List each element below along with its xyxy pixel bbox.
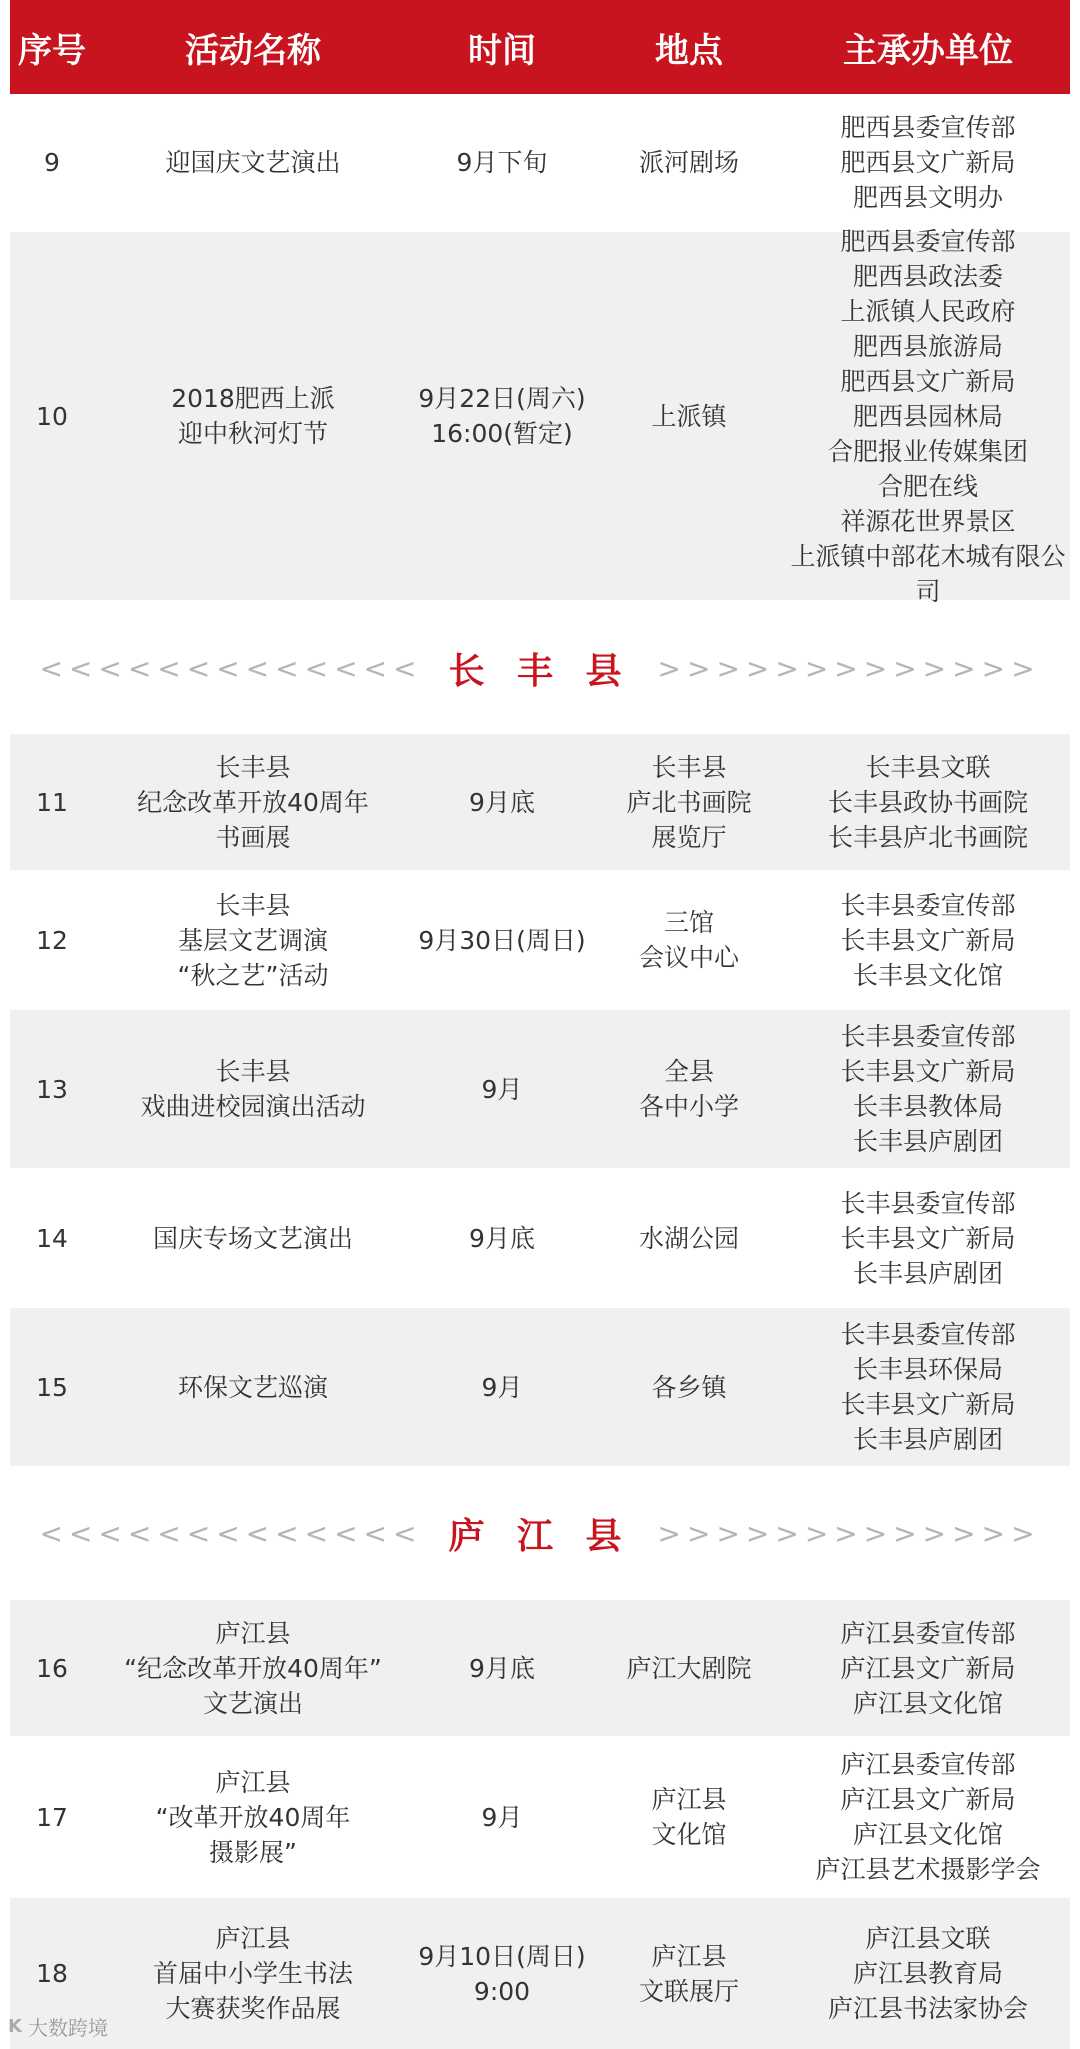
cell-activity-name	[94, 1370, 412, 1405]
cell-organizer-line: 庐江县文广新局	[840, 1785, 1016, 1814]
header-time: 时间	[468, 30, 536, 71]
cell-activity-name	[94, 1221, 412, 1256]
cell-activity-name	[94, 1921, 412, 2026]
cell-organizer	[786, 888, 1070, 993]
table-header	[10, 0, 1070, 94]
cell-organizer-line: 长丰县教体局	[852, 1092, 1003, 1121]
cell-activity-name-line: 长丰县	[215, 752, 291, 782]
cell-organizer-line: 肥西县政法委	[852, 261, 1003, 291]
cell-activity-name-line: 长丰县	[215, 890, 291, 920]
cell-place-line: 展览厅	[651, 822, 727, 852]
cell-place	[592, 399, 786, 434]
table-row	[10, 1738, 1070, 1896]
cell-place-line: 各中小学	[638, 1092, 739, 1121]
table-row	[10, 1170, 1070, 1306]
cell-time-line: 9月30日(周日)	[418, 925, 586, 955]
cell-time-line: 9月下旬	[456, 147, 548, 177]
cell-activity-name-line: 庐江县	[215, 1618, 291, 1648]
section-title-lujiang: 庐 江 县	[448, 1515, 632, 1557]
cell-place	[592, 145, 786, 180]
cell-organizer-line: 肥西县旅游局	[852, 331, 1003, 361]
cell-place-line: 庐江县	[651, 1785, 727, 1814]
cell-activity-name-line: 国庆专场文艺演出	[152, 1223, 353, 1253]
cell-organizer-line: 长丰县文广新局	[840, 1057, 1016, 1086]
cell-place-line: 庐江县	[651, 1941, 727, 1971]
cell-organizer	[786, 750, 1070, 855]
cell-organizer-line: 庐江县文联	[865, 1924, 991, 1953]
cell-time-line: 16:00(暂定)	[431, 419, 573, 448]
header-index: 序号	[18, 30, 86, 71]
cell-activity-name-line: 首届中小学生书法	[152, 1959, 353, 1988]
cell-place-line: 全县	[663, 1057, 714, 1086]
cell-index	[10, 1956, 94, 1991]
cell-index	[10, 1221, 94, 1256]
cell-index-line: 13	[36, 1074, 68, 1104]
cell-time-line: 9月	[481, 1802, 523, 1832]
cell-organizer-line: 长丰县委宣传部	[840, 1320, 1016, 1349]
table-row	[10, 1308, 1070, 1466]
cell-organizer-line: 合肥报业传媒集团	[827, 436, 1028, 466]
cell-time	[412, 1370, 592, 1405]
cell-index-line: 11	[36, 787, 68, 817]
cell-index-line: 16	[36, 1653, 68, 1683]
cell-time-line: 9:00	[473, 1976, 531, 2006]
cell-time	[412, 381, 592, 451]
cell-place-line: 会议中心	[638, 943, 739, 972]
divider-arrows-left: <<<<<<<<<<<<<	[39, 1516, 423, 1550]
cell-index-line: 9	[44, 147, 60, 177]
table-row	[10, 872, 1070, 1008]
cell-organizer-line: 肥西县文广新局	[840, 366, 1016, 396]
cell-activity-name-line: 迎中秋河灯节	[177, 419, 328, 448]
cell-place	[592, 750, 786, 855]
cell-organizer-line: 长丰县委宣传部	[840, 1022, 1016, 1051]
cell-time	[412, 1939, 592, 2009]
cell-index	[10, 399, 94, 434]
watermark-logo-icon: K	[8, 2016, 22, 2037]
cell-organizer	[786, 1019, 1070, 1159]
cell-activity-name-line: 纪念改革开放40周年	[137, 787, 369, 817]
cell-index-line: 14	[36, 1223, 68, 1253]
cell-organizer-line: 长丰县文广新局	[840, 1223, 1016, 1253]
cell-activity-name-line: “改革开放40周年	[155, 1802, 351, 1832]
cell-index	[10, 145, 94, 180]
watermark-text: 大数跨境	[27, 2016, 108, 2040]
cell-activity-name	[94, 145, 412, 180]
table-row	[10, 1600, 1070, 1736]
cell-activity-name	[94, 750, 412, 855]
cell-place-line: 三馆	[663, 908, 714, 937]
divider-arrows-right: >>>>>>>>>>>>>	[657, 651, 1041, 685]
cell-place-line: 庐江大剧院	[626, 1653, 752, 1683]
section-divider-lujiang	[0, 1503, 1080, 1563]
cell-index	[10, 1800, 94, 1835]
cell-organizer	[786, 224, 1070, 609]
header-place: 地点	[655, 30, 723, 71]
cell-organizer-line: 庐江县委宣传部	[840, 1618, 1016, 1648]
cell-activity-name-line: 庐江县	[215, 1767, 291, 1797]
cell-time-line: 9月	[481, 1372, 523, 1402]
cell-organizer-line: 长丰县文广新局	[840, 925, 1016, 955]
cell-organizer	[786, 1921, 1070, 2026]
cell-place	[592, 1782, 786, 1852]
cell-organizer-line: 长丰县政协书画院	[827, 787, 1028, 817]
cell-activity-name	[94, 381, 412, 451]
cell-organizer-line: 庐江县教育局	[852, 1959, 1003, 1988]
cell-organizer-line: 长丰县庐剧团	[852, 1127, 1003, 1156]
cell-organizer-line: 长丰县庐剧团	[852, 1425, 1003, 1454]
cell-time-line: 9月	[481, 1074, 523, 1104]
cell-place-line: 上派镇	[651, 401, 727, 431]
cell-place-line: 长丰县	[651, 752, 727, 782]
cell-activity-name-line: 庐江县	[215, 1924, 291, 1953]
cell-index	[10, 923, 94, 958]
cell-activity-name-line: 摄影展”	[209, 1837, 297, 1867]
cell-organizer-line: 长丰县庐北书画院	[827, 822, 1028, 852]
cell-organizer-line: 上派镇中部花木城有限公司	[790, 541, 1066, 606]
cell-index-line: 15	[36, 1372, 68, 1402]
cell-index-line: 10	[36, 401, 68, 431]
cell-organizer	[786, 1616, 1070, 1721]
cell-time	[412, 923, 592, 958]
cell-organizer-line: 庐江县文广新局	[840, 1653, 1016, 1683]
cell-organizer-line: 长丰县文化馆	[852, 960, 1003, 990]
cell-activity-name-line: 戏曲进校园演出活动	[140, 1092, 366, 1121]
table-row	[10, 94, 1070, 230]
cell-index-line: 17	[36, 1802, 68, 1832]
cell-organizer	[786, 1747, 1070, 1887]
cell-activity-name-line: 迎国庆文艺演出	[165, 147, 341, 177]
cell-time-line: 9月底	[469, 1223, 535, 1253]
cell-place	[592, 905, 786, 975]
cell-index	[10, 1651, 94, 1686]
table-row	[10, 226, 1070, 606]
header-organizer: 主承办单位	[843, 30, 1013, 71]
cell-organizer	[786, 1317, 1070, 1457]
cell-activity-name-line: 长丰县	[215, 1057, 291, 1086]
cell-place-line: 文化馆	[651, 1820, 727, 1849]
cell-organizer-line: 庐江县委宣传部	[840, 1750, 1016, 1779]
cell-activity-name	[94, 1054, 412, 1124]
cell-activity-name	[94, 1765, 412, 1870]
cell-organizer-line: 庐江县书法家协会	[827, 1994, 1028, 2023]
cell-index	[10, 785, 94, 820]
cell-organizer-line: 长丰县文广新局	[840, 1390, 1016, 1419]
cell-time	[412, 1221, 592, 1256]
section-title-changfeng: 长 丰 县	[448, 650, 632, 692]
cell-place-line: 各乡镇	[651, 1372, 727, 1402]
cell-time	[412, 785, 592, 820]
cell-activity-name-line: 环保文艺巡演	[177, 1372, 328, 1402]
cell-time	[412, 1800, 592, 1835]
cell-time	[412, 145, 592, 180]
section-divider-changfeng	[0, 638, 1080, 698]
cell-activity-name-line: 大赛获奖作品展	[165, 1994, 341, 2023]
cell-place-line: 文联展厅	[638, 1976, 739, 2006]
cell-time-line: 9月底	[469, 787, 535, 817]
cell-activity-name-line: “秋之艺”活动	[177, 960, 329, 990]
cell-activity-name-line: 文艺演出	[202, 1688, 303, 1718]
cell-organizer	[786, 110, 1070, 215]
cell-organizer-line: 合肥在线	[877, 471, 978, 501]
cell-time-line: 9月10日(周日)	[418, 1941, 586, 1971]
cell-activity-name	[94, 1616, 412, 1721]
cell-place	[592, 1054, 786, 1124]
cell-organizer-line: 上派镇人民政府	[840, 296, 1016, 326]
cell-place	[592, 1221, 786, 1256]
cell-time-line: 9月22日(周六)	[418, 384, 586, 413]
cell-activity-name-line: 基层文艺调演	[177, 925, 328, 955]
cell-index-line: 18	[36, 1959, 68, 1988]
cell-place-line: 派河剧场	[638, 147, 739, 177]
table-row	[10, 1898, 1070, 2049]
cell-organizer	[786, 1186, 1070, 1291]
cell-organizer-line: 肥西县文广新局	[840, 147, 1016, 177]
cell-activity-name-line: 书画展	[215, 822, 291, 852]
cell-activity-name	[94, 888, 412, 993]
cell-organizer-line: 长丰县文联	[865, 752, 991, 782]
cell-activity-name-line: “纪念改革开放40周年”	[124, 1653, 382, 1683]
cell-place-line: 庐北书画院	[626, 787, 752, 817]
cell-index-line: 12	[36, 925, 68, 955]
cell-organizer-line: 肥西县文明办	[852, 182, 1003, 212]
cell-place	[592, 1651, 786, 1686]
cell-activity-name-line: 2018肥西上派	[171, 384, 335, 413]
cell-organizer-line: 长丰县庐剧团	[852, 1258, 1003, 1288]
cell-organizer-line: 肥西县委宣传部	[840, 112, 1016, 142]
cell-index	[10, 1072, 94, 1107]
cell-place-line: 水湖公园	[638, 1223, 739, 1253]
cell-place	[592, 1370, 786, 1405]
cell-index	[10, 1370, 94, 1405]
divider-arrows-right: >>>>>>>>>>>>>	[657, 1516, 1041, 1550]
table-row	[10, 1010, 1070, 1168]
cell-place	[592, 1939, 786, 2009]
watermark	[8, 2012, 108, 2041]
cell-organizer-line: 肥西县委宣传部	[840, 226, 1016, 256]
cell-organizer-line: 祥源花世界景区	[840, 506, 1016, 536]
cell-time	[412, 1651, 592, 1686]
cell-organizer-line: 庐江县文化馆	[852, 1820, 1003, 1849]
cell-organizer-line: 庐江县艺术摄影学会	[815, 1855, 1041, 1884]
cell-organizer-line: 长丰县委宣传部	[840, 890, 1016, 920]
cell-organizer-line: 长丰县环保局	[852, 1355, 1003, 1384]
cell-organizer-line: 庐江县文化馆	[852, 1688, 1003, 1718]
cell-time-line: 9月底	[469, 1653, 535, 1683]
cell-organizer-line: 长丰县委宣传部	[840, 1188, 1016, 1218]
table-row	[10, 734, 1070, 870]
header-activity-name: 活动名称	[185, 30, 321, 71]
cell-organizer-line: 肥西县园林局	[852, 401, 1003, 431]
cell-time	[412, 1072, 592, 1107]
divider-arrows-left: <<<<<<<<<<<<<	[39, 651, 423, 685]
